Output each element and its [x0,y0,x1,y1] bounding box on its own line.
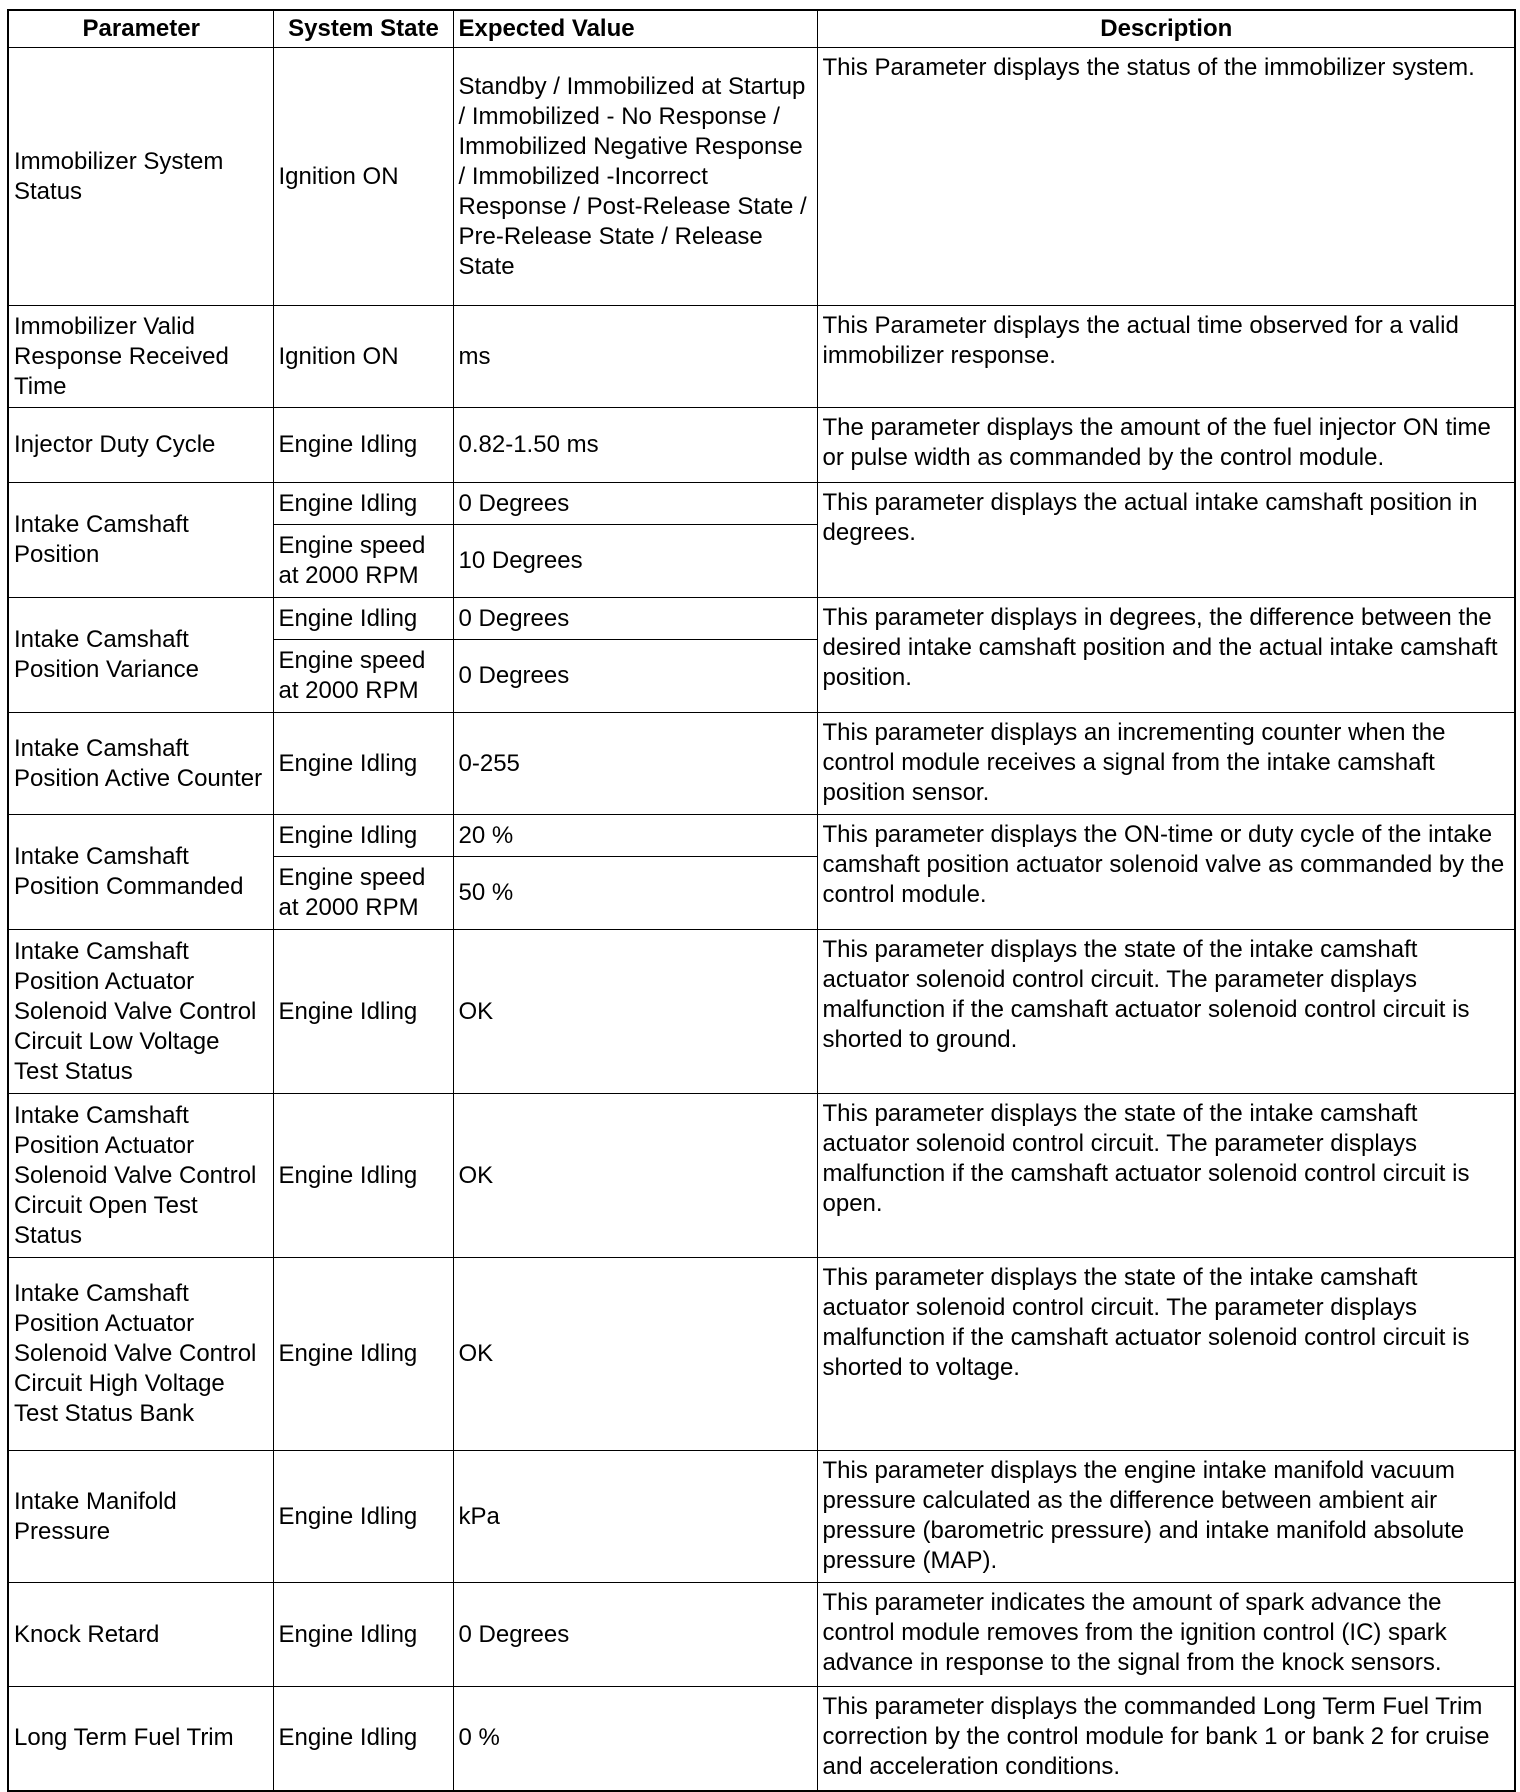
header-description: Description [817,10,1515,48]
expected-value-cell: OK [453,1258,817,1451]
table-row [8,815,1515,857]
expected-value-cell: ms [453,306,817,408]
system-state-cell: Ignition ON [273,48,453,306]
parameter-cell: Intake Camshaft Position Variance [8,598,273,713]
system-state-cell: Engine Idling [273,483,453,525]
expected-value-cell: OK [453,1094,817,1258]
description-cell: This parameter displays the engine intake manifold vacuum pressure calculated as the difference between ambient air pressure (barometric pressure) and intake manifold absolute pressure (MAP). [817,1451,1515,1583]
parameter-cell: Intake Camshaft Position Actuator Solenoid Valve Control Circuit Open Test Status [8,1094,273,1258]
system-state-cell: Ignition ON [273,306,453,408]
system-state-cell: Engine Idling [273,713,453,815]
table-row [8,1687,1515,1791]
description-cell: This parameter displays the ON-time or duty cycle of the intake camshaft position actuator solenoid valve as commanded by the control module. [817,815,1515,930]
table-row [8,1451,1515,1583]
expected-value-cell: 0 % [453,1687,817,1791]
parameter-table [7,9,1516,1792]
expected-value-cell: 0 Degrees [453,483,817,525]
expected-value-cell: 0 Degrees [453,1583,817,1687]
table-row [8,598,1515,640]
table-row [8,1094,1515,1258]
parameter-cell: Knock Retard [8,1583,273,1687]
description-cell: This parameter displays the state of the intake camshaft actuator solenoid control circuit. The parameter displays malfunction if the camshaft actuator solenoid control circuit is shorted to voltage. [817,1258,1515,1451]
description-cell: This parameter indicates the amount of spark advance the control module removes from the ignition control (IC) spark advance in response to the signal from the knock sensors. [817,1583,1515,1687]
expected-value-cell: OK [453,930,817,1094]
description-cell: This parameter displays the actual intake camshaft position in degrees. [817,483,1515,598]
expected-value-cell: Standby / Immobilized at Startup / Immobilized - No Response / Immobilized Negative Response / Immobilized -Incorrect Response / Post-Release State / Pre-Release State / Release State [453,48,817,306]
parameter-cell: Intake Camshaft Position Commanded [8,815,273,930]
table-row [8,1258,1515,1451]
parameter-cell: Immobilizer System Status [8,48,273,306]
table-row [8,713,1515,815]
system-state-cell: Engine Idling [273,930,453,1094]
description-cell: This parameter displays the state of the intake camshaft actuator solenoid control circuit. The parameter displays malfunction if the camshaft actuator solenoid control circuit is shorted to ground. [817,930,1515,1094]
description-cell: This parameter displays an incrementing counter when the control module receives a signal from the intake camshaft position sensor. [817,713,1515,815]
system-state-cell: Engine Idling [273,1258,453,1451]
header-parameter: Parameter [8,10,273,48]
parameter-cell: Intake Manifold Pressure [8,1451,273,1583]
parameter-cell: Intake Camshaft Position Actuator Solenoid Valve Control Circuit Low Voltage Test Status [8,930,273,1094]
system-state-cell: Engine Idling [273,1687,453,1791]
expected-value-cell: 0 Degrees [453,640,817,713]
description-cell: This parameter displays the commanded Long Term Fuel Trim correction by the control module for bank 1 or bank 2 for cruise and acceleration conditions. [817,1687,1515,1791]
expected-value-cell: 50 % [453,857,817,930]
table-row [8,408,1515,483]
parameter-cell: Immobilizer Valid Response Received Time [8,306,273,408]
system-state-cell: Engine speed at 2000 RPM [273,640,453,713]
description-cell: This parameter displays the state of the intake camshaft actuator solenoid control circuit. The parameter displays malfunction if the camshaft actuator solenoid control circuit is open. [817,1094,1515,1258]
parameter-cell: Intake Camshaft Position Active Counter [8,713,273,815]
system-state-cell: Engine Idling [273,1451,453,1583]
description-cell: The parameter displays the amount of the fuel injector ON time or pulse width as commanded by the control module. [817,408,1515,483]
system-state-cell: Engine Idling [273,598,453,640]
parameter-cell: Injector Duty Cycle [8,408,273,483]
expected-value-cell: 0 Degrees [453,598,817,640]
system-state-cell: Engine Idling [273,815,453,857]
system-state-cell: Engine Idling [273,408,453,483]
description-cell: This Parameter displays the status of the immobilizer system. [817,48,1515,306]
parameter-cell: Intake Camshaft Position [8,483,273,598]
header-row [8,10,1515,48]
expected-value-cell: kPa [453,1451,817,1583]
expected-value-cell: 20 % [453,815,817,857]
table-row [8,483,1515,525]
system-state-cell: Engine Idling [273,1583,453,1687]
expected-value-cell: 10 Degrees [453,525,817,598]
table-row [8,1583,1515,1687]
description-cell: This parameter displays in degrees, the difference between the desired intake camshaft position and the actual intake camshaft position. [817,598,1515,713]
table-row [8,306,1515,408]
expected-value-cell: 0.82-1.50 ms [453,408,817,483]
system-state-cell: Engine speed at 2000 RPM [273,525,453,598]
parameter-cell: Intake Camshaft Position Actuator Solenoid Valve Control Circuit High Voltage Test Status Bank [8,1258,273,1451]
expected-value-cell: 0-255 [453,713,817,815]
header-expected-value: Expected Value [453,10,817,48]
header-system-state: System State [273,10,453,48]
system-state-cell: Engine Idling [273,1094,453,1258]
description-cell: This Parameter displays the actual time observed for a valid immobilizer response. [817,306,1515,408]
table-row [8,930,1515,1094]
system-state-cell: Engine speed at 2000 RPM [273,857,453,930]
table-row [8,48,1515,306]
parameter-cell: Long Term Fuel Trim [8,1687,273,1791]
